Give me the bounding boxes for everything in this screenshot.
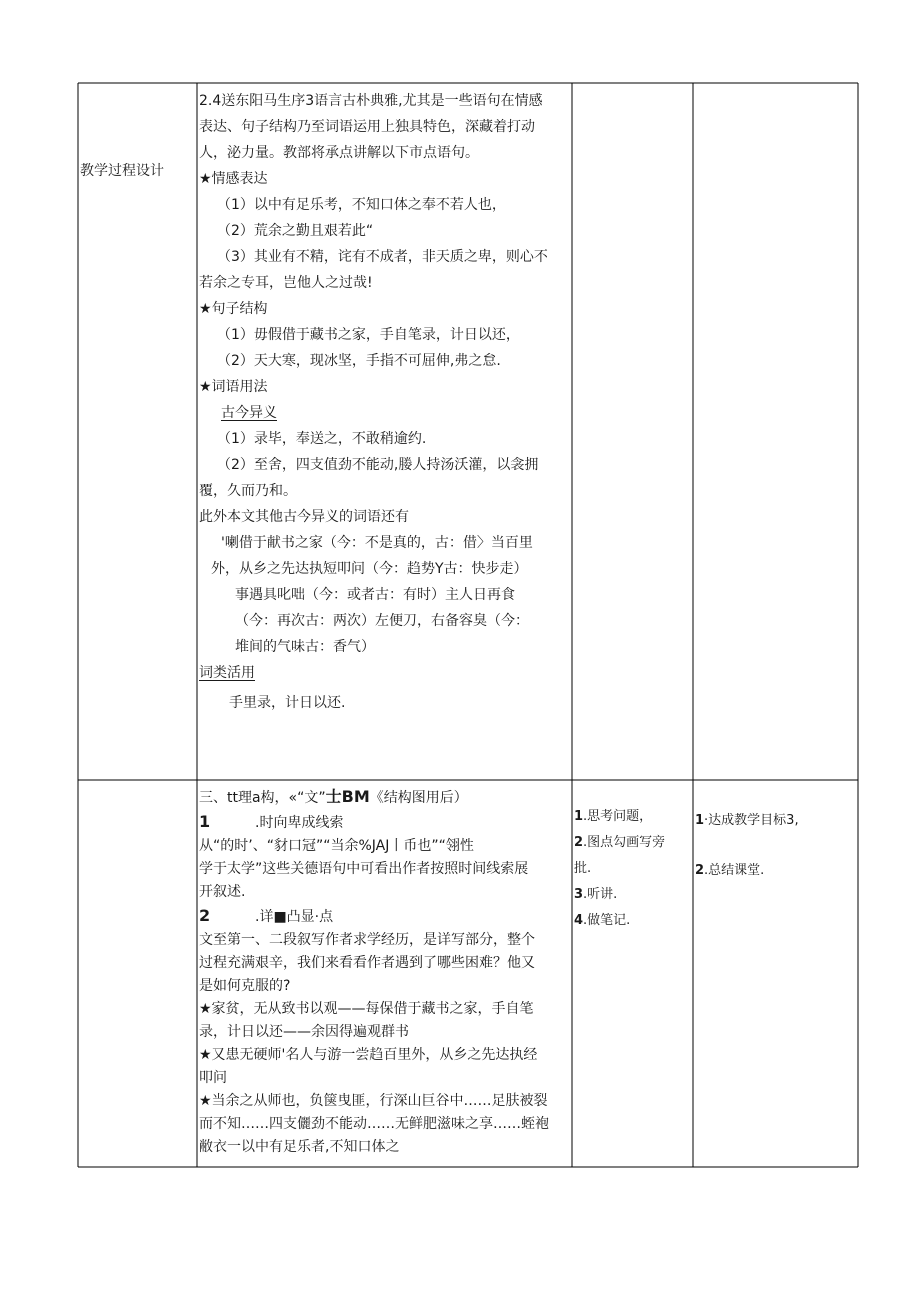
design-intent — [695, 808, 857, 884]
text-line: （今：再次古：两次）左便刀，右备容臭（今： — [235, 613, 529, 629]
text-line: （1）毋假借于藏书之家，手自笔录，计日以还， — [217, 327, 520, 343]
text-line: 覆，久而乃和。 — [199, 483, 297, 499]
underlined-subheading: 古今异义 — [221, 405, 277, 421]
text-line: 2.4送东阳马生序3语言古朴典雅,尤其是一些语句在情感 — [199, 93, 543, 109]
row2-content — [199, 785, 571, 1159]
text-line: （1）以中有足乐考，不知口体之奉不若人也， — [217, 197, 506, 213]
numbered-heading: 2 .详■凸显·点 — [199, 906, 334, 925]
text-line: 若余之专耳，岂他人之过哉! — [199, 275, 373, 291]
list-item: 1.思考问题， — [574, 809, 653, 824]
text-line: （2）天大寒，现冰坚，手指不可屈伸,弗之怠. — [217, 353, 501, 369]
text-line: 外，从乡之先达执短叩问（今：趋势Y古：快步走） — [211, 561, 528, 577]
text-line: 叩问 — [199, 1070, 227, 1086]
underlined-subheading: 词类活用 — [199, 665, 255, 681]
text-line: 开叙述. — [199, 884, 246, 900]
text-line: ★又患无硬师'名人与游一尝趋百里外，从乡之先达执经 — [199, 1047, 538, 1063]
list-item: 4.做笔记. — [574, 913, 631, 928]
text-line: 过程充满艰辛，我们来看看作者遇到了哪些困难？他又 — [199, 955, 535, 971]
text-line: '喇借于献书之家（今：不是真的，古：借〉当百里 — [221, 535, 533, 551]
text-line: 是如何克服的? — [199, 978, 291, 994]
text-line: 表达、句子结构乃至词语运用上独具特色，深藏着打动 — [199, 119, 535, 135]
text-line: 敝衣一以中有足乐者,不知口体之 — [199, 1139, 400, 1155]
list-item: 3.听讲. — [574, 887, 618, 902]
text-line: ★家贫，无从致书以观——每保借于藏书之家，手自笔 — [199, 1001, 534, 1017]
text-line: 手里录，计日以还. — [229, 695, 346, 711]
numbered-heading: 1 .时向卑成线索 — [199, 812, 344, 831]
text-line: 录，计日以还——余因得遍观群书 — [199, 1024, 409, 1040]
text-line: 从“的时’、“豺口冠”“当余%JAJ丨币也”“翎性 — [199, 838, 474, 854]
text-line: 堆间的气味古：香气） — [235, 639, 375, 655]
section-heading: ★句子结构 — [199, 301, 268, 317]
text-line: （2）至舍，四支值劲不能动,媵人持汤沃灌，以衾拥 — [217, 457, 539, 473]
text-line: 而不知……四支儷劲不能动……无鲜肥滋味之享……蛭袍 — [199, 1116, 549, 1132]
row1-content — [199, 88, 571, 716]
section-heading: 三、tt理a构，«“文”士BM《结构图用后） — [199, 787, 468, 806]
text-line: （2）荒余之勤且艰若此“ — [217, 223, 374, 239]
text-line: （3）其业有不精，诧有不成者，非天质之卑，则心不 — [217, 249, 548, 265]
list-item: 2.图点勾画写旁 — [574, 835, 666, 850]
list-item: 2.总结课堂. — [695, 863, 765, 878]
list-item: 1·达成教学目标3, — [695, 813, 799, 828]
text-line: 学于太学”这些关德语句中可看出作者按照时间线索展 — [199, 861, 529, 877]
text-line: ★当余之从师也，负箧曳匪，行深山巨谷中……足肤被裂 — [199, 1093, 548, 1109]
student-activities — [574, 804, 692, 934]
text-line: （1）录毕，奉送之，不敢稍逾约. — [217, 431, 427, 447]
text-line: 此外本文其他古今异义的词语还有 — [199, 509, 409, 525]
list-item: 批. — [574, 861, 592, 876]
row-label-teaching-process: 教学过程设计 — [80, 163, 164, 179]
text-line: 事遇具叱咄（今：或者古：有时）主人日再食 — [235, 587, 515, 603]
text-line: 人，泌力量。教部将承点讲解以下市点语句。 — [199, 145, 479, 161]
section-heading: ★词语用法 — [199, 379, 268, 395]
section-heading: ★情感表达 — [199, 171, 268, 187]
text-line: 文至第一、二段叙写作者求学经历，是详写部分，整个 — [199, 932, 535, 948]
